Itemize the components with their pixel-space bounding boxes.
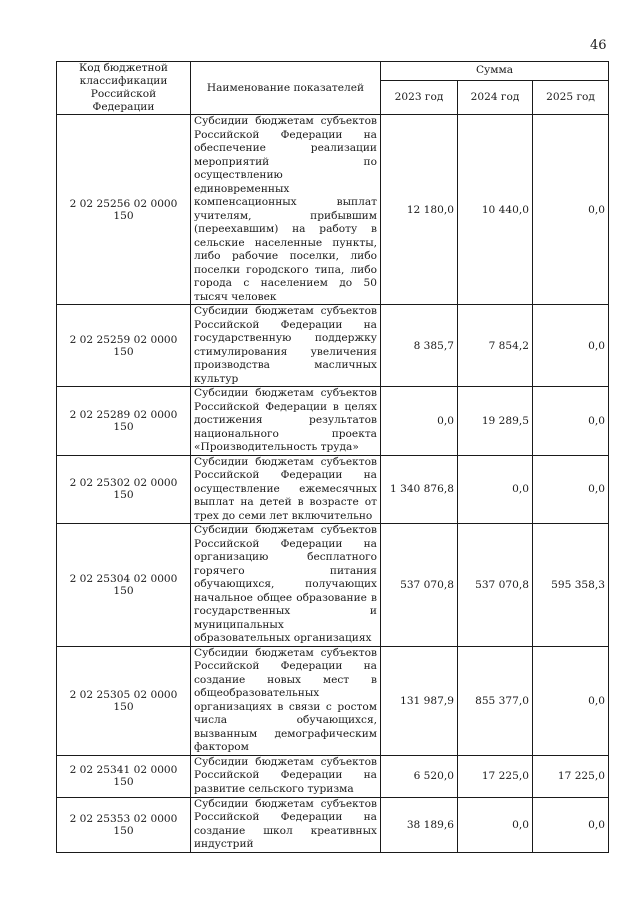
table-row xyxy=(57,797,609,852)
row-name: Субсидии бюджетам субъектов Российской Федерации на развитие сельского туризма xyxy=(191,755,381,797)
row-name: Субсидии бюджетам субъектов Российской Федерации на создание новых мест в общеобразовательных организациях в связи с ростом числа обучающихся, вызванным демографическим фактором xyxy=(191,646,381,755)
budget-table xyxy=(56,61,609,853)
header-year-2025: 2025 год xyxy=(533,80,609,114)
row-name: Субсидии бюджетам субъектов Российской Федерации на организацию бесплатного горячего питания обучающихся, получающих начальное общее образование в государственных и муниципальных образовательных организациях xyxy=(191,524,381,647)
row-value-2023: 6 520,0 xyxy=(381,755,458,797)
table-row xyxy=(57,387,609,456)
row-value-2025: 0,0 xyxy=(533,646,609,755)
page-number: 46 xyxy=(590,38,607,53)
row-value-2023: 1 340 876,8 xyxy=(381,455,458,524)
header-year-2023: 2023 год xyxy=(381,80,458,114)
row-value-2023: 12 180,0 xyxy=(381,115,458,305)
table-row xyxy=(57,305,609,387)
row-code: 2 02 25305 02 0000 150 xyxy=(57,646,191,755)
row-value-2025: 0,0 xyxy=(533,455,609,524)
row-value-2025: 595 358,3 xyxy=(533,524,609,647)
table-row xyxy=(57,524,609,647)
row-value-2025: 0,0 xyxy=(533,305,609,387)
row-code: 2 02 25289 02 0000 150 xyxy=(57,387,191,456)
row-code: 2 02 25353 02 0000 150 xyxy=(57,797,191,852)
table-row xyxy=(57,755,609,797)
table-row xyxy=(57,646,609,755)
header-year-2024: 2024 год xyxy=(458,80,533,114)
header-sum: Сумма xyxy=(381,62,609,81)
row-code: 2 02 25302 02 0000 150 xyxy=(57,455,191,524)
row-value-2024: 855 377,0 xyxy=(458,646,533,755)
row-value-2025: 17 225,0 xyxy=(533,755,609,797)
row-value-2025: 0,0 xyxy=(533,387,609,456)
row-value-2023: 0,0 xyxy=(381,387,458,456)
row-value-2023: 8 385,7 xyxy=(381,305,458,387)
row-code: 2 02 25259 02 0000 150 xyxy=(57,305,191,387)
row-value-2024: 7 854,2 xyxy=(458,305,533,387)
row-value-2023: 537 070,8 xyxy=(381,524,458,647)
row-name: Субсидии бюджетам субъектов Российской Федерации на обеспечение реализации мероприятий по осуществлению единовременных компенсационных выплат учителям, прибывшим (переехавшим) на работу в сельские населенные пункты, либо рабочие поселки, либо поселки городского типа, либо города с населением до 50 тысяч человек xyxy=(191,115,381,305)
row-name: Субсидии бюджетам субъектов Российской Федерации на государственную поддержку стимулирования увеличения производства масличных культур xyxy=(191,305,381,387)
row-value-2024: 537 070,8 xyxy=(458,524,533,647)
row-name: Субсидии бюджетам субъектов Российской Федерации на осуществление ежемесячных выплат на детей в возрасте от трех до семи лет включительно xyxy=(191,455,381,524)
row-name: Субсидии бюджетам субъектов Российской Федерации на создание школ креативных индустрий xyxy=(191,797,381,852)
header-code: Код бюджетной классификации Российской Федерации xyxy=(57,62,191,115)
row-value-2024: 19 289,5 xyxy=(458,387,533,456)
row-value-2025: 0,0 xyxy=(533,797,609,852)
row-value-2023: 131 987,9 xyxy=(381,646,458,755)
row-value-2024: 0,0 xyxy=(458,797,533,852)
header-name: Наименование показателей xyxy=(191,62,381,115)
row-code: 2 02 25256 02 0000 150 xyxy=(57,115,191,305)
row-value-2024: 0,0 xyxy=(458,455,533,524)
row-code: 2 02 25341 02 0000 150 xyxy=(57,755,191,797)
row-value-2024: 17 225,0 xyxy=(458,755,533,797)
row-code: 2 02 25304 02 0000 150 xyxy=(57,524,191,647)
row-value-2023: 38 189,6 xyxy=(381,797,458,852)
table-row xyxy=(57,455,609,524)
row-value-2024: 10 440,0 xyxy=(458,115,533,305)
table-row xyxy=(57,115,609,305)
row-name: Субсидии бюджетам субъектов Российской Федерации в целях достижения результатов национального проекта «Производительность труда» xyxy=(191,387,381,456)
row-value-2025: 0,0 xyxy=(533,115,609,305)
